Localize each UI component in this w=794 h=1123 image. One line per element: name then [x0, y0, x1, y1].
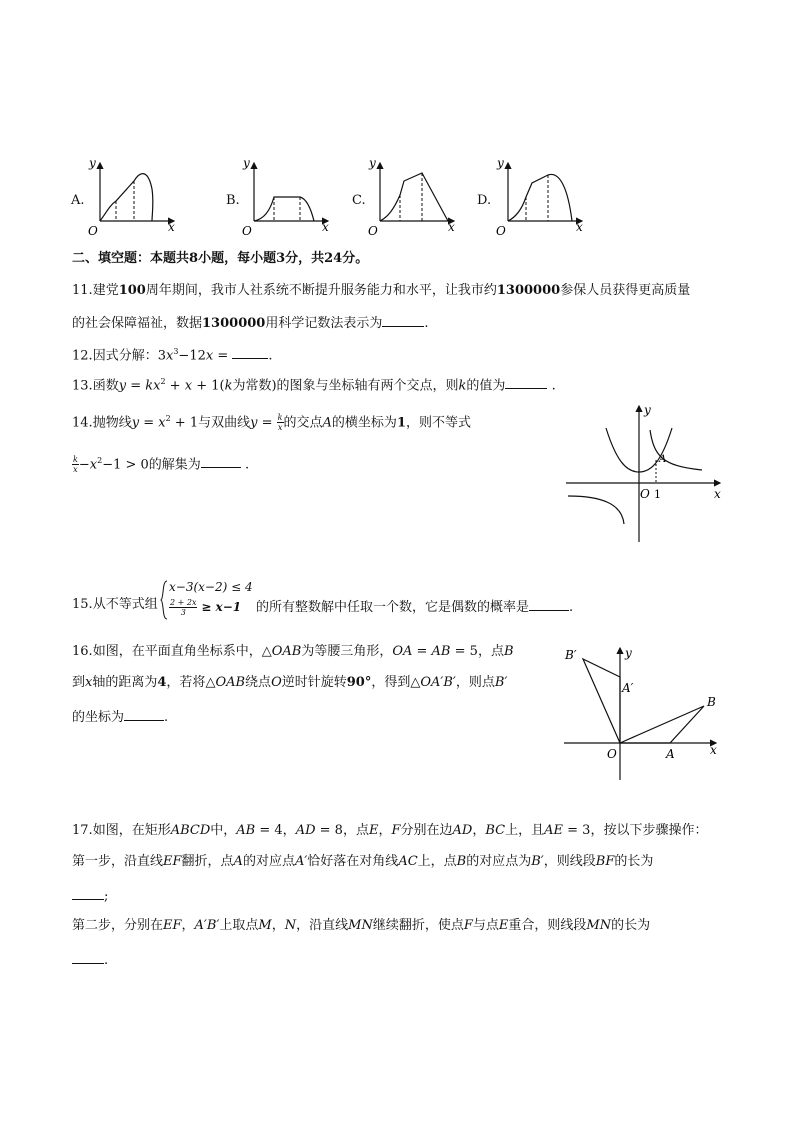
q14-line2: $\frac{k}{x}$ $-x^2-1 > 0$的解集为 .	[73, 455, 250, 475]
q14-text-c: 的交点	[283, 415, 323, 431]
q15-line	[72, 596, 158, 614]
q12-answer-blank[interactable]	[232, 344, 268, 359]
q17-ab: = 4	[259, 823, 283, 838]
q17-step1e: 上，点	[417, 854, 457, 869]
q12-text: 因式分解：	[92, 348, 158, 364]
q17-step1f: 的对应点为	[466, 854, 532, 869]
q14-answer-blank[interactable]	[201, 453, 241, 468]
q14-line1: 14.抛物线$y = x^2 + 1$与双曲线y = $\frac{k}{x}$ 的交点A的横坐标为1，则不等式	[72, 413, 471, 433]
q11-text-c: 参保人员获得更高质量	[560, 283, 691, 298]
option-a-y: y	[89, 156, 96, 170]
q16-number: 16.	[72, 644, 93, 659]
q17-step2a: 第二步，分别在	[72, 918, 164, 933]
q17-step1d: 恰好落在对角线	[307, 854, 399, 869]
q17-step2g: 的长为	[611, 918, 651, 933]
q17-line1: 17.如图，在矩形ABCD中，AB = 4，AD = 8，点E，F分别在边AD，BC上，且AE = 3，按以下步骤操作：	[72, 823, 708, 838]
option-b-y: y	[243, 156, 250, 170]
q16-deg: 90°	[346, 675, 372, 690]
q16-figure	[560, 640, 730, 782]
q17-step2e: 与点	[472, 918, 499, 933]
q14-fig-a: A	[659, 454, 667, 465]
q11-number: 11.	[72, 283, 93, 298]
section-count: 8	[189, 251, 199, 266]
q14-text-f: 的解集为	[148, 457, 201, 473]
q16-line1: 16.如图，在平面直角坐标系中，△OAB为等腰三角形，OA = AB = 5，点B	[72, 644, 514, 659]
q12-coef: 3	[157, 348, 166, 364]
q13-line: 13.函数$y = kx^2 + x + 1(k$为常数)的图象与坐标轴有两个交点，则k的值为 .	[72, 373, 556, 395]
q16-text-c: ，点	[477, 644, 504, 659]
q11-line2	[72, 312, 429, 333]
q16-text-b: 为等腰三角形，	[301, 644, 393, 659]
q17-answer-blank-2[interactable]	[72, 949, 104, 964]
section-total: 24	[324, 251, 343, 266]
q17-text-b: 中，	[210, 823, 237, 838]
option-a-label: A.	[71, 193, 85, 208]
q16-fig-b: B	[707, 695, 716, 709]
option-a-x: x	[168, 220, 175, 234]
q11-text-b: 周年期间，我市人社系统不断提升服务能力和水平，让我市约	[145, 283, 497, 298]
q16-fig-a: A	[666, 747, 675, 761]
section-heading	[72, 250, 368, 268]
q15-number: 15.	[72, 597, 93, 612]
q15-line-rest	[256, 596, 573, 617]
q16-l2g: ，则点	[455, 675, 495, 690]
q13-end: .	[551, 378, 556, 394]
q17-step1h: 的长为	[614, 854, 654, 869]
q17-semi: ;	[104, 889, 109, 904]
option-c-origin: O	[368, 224, 378, 237]
q13-text-a: 函数	[92, 378, 119, 394]
option-b-label: B.	[226, 193, 240, 208]
q14-fig-one: 1	[654, 488, 661, 501]
q16-answer-blank[interactable]	[124, 706, 164, 721]
q15-ineq-2-rest: ≥ x−1	[201, 600, 242, 614]
q14-fig-o: O	[640, 487, 650, 501]
q11-line1	[72, 282, 690, 300]
q15-ineq-2	[169, 598, 241, 617]
q14-end: .	[244, 457, 250, 473]
q14-text-e: ，则不等式	[405, 415, 471, 431]
q17-ae: = 3	[567, 823, 591, 838]
option-b-graph	[240, 155, 336, 237]
q16-fig-x: x	[710, 743, 717, 757]
option-graphs	[0, 150, 794, 240]
q11-num-c: 1300000	[202, 316, 266, 331]
q17-answer-blank-1[interactable]	[72, 885, 104, 900]
section-heading-c: 分，共	[285, 251, 325, 266]
q16-l2a: 到	[72, 675, 86, 690]
q17-text-d: 分别在边	[400, 823, 453, 838]
q12-number: 12.	[72, 348, 93, 364]
q16-l2f: ，得到	[371, 675, 411, 690]
q11-end: .	[424, 316, 429, 331]
q17-text-c: ，点	[342, 823, 369, 838]
q17-step1a: 第一步，沿直线	[72, 854, 164, 869]
q11-answer-blank[interactable]	[382, 312, 424, 327]
section-heading-a: 二、填空题：本题共	[72, 251, 190, 266]
q16-four: 4	[157, 675, 167, 690]
q16-l2d: 绕点	[245, 675, 272, 690]
option-b-x: x	[322, 220, 329, 234]
q11-text-d: 的社会保障福祉，数据	[72, 316, 203, 331]
q16-l3: 的坐标为	[72, 710, 125, 725]
q17-line4: 第二步，分别在EF，A′B′上取点M，N，沿直线MN继续翻折，使点F与点E重合，则线段MN的长为	[72, 918, 651, 933]
q11-text-e: 用科学记数法表示为	[265, 316, 383, 331]
q14-frac-k-x: $\frac{k}{x}$	[277, 413, 283, 433]
q12-line: 12.因式分解：$3x^3-12x$ = .	[72, 343, 273, 365]
q15-system	[160, 580, 260, 620]
option-d-label: D.	[477, 193, 492, 208]
q12-coef-b: −12	[178, 348, 206, 364]
q14-number: 14.	[72, 415, 93, 431]
q17-step1g: ，则线段	[543, 854, 596, 869]
q16-l2e: 逆时针旋转	[281, 675, 347, 690]
q14-text-b: 与双曲线	[198, 415, 251, 431]
q16-fig-bp: B′	[565, 648, 577, 662]
q17-step1b: 翻折，点	[181, 854, 234, 869]
q11-text-a: 建党	[92, 283, 119, 298]
q16-l2b: 轴的距离为	[92, 675, 158, 690]
q16-text-a: 如图，在平面直角坐标系中，	[92, 644, 262, 659]
option-d-y: y	[497, 156, 504, 170]
q14-text-d: 的横坐标为	[331, 415, 397, 431]
option-c-x: x	[448, 220, 455, 234]
q14-text-a: 抛物线	[92, 415, 132, 431]
q16-fig-y: y	[625, 646, 632, 660]
option-d-graph	[494, 155, 590, 237]
q17-text-a: 如图，在矩形	[92, 823, 171, 838]
q14-figure	[562, 400, 728, 546]
section-heading-d: 分。	[342, 251, 369, 266]
q15-ineq-1: x−3(x−2) ≤ 4	[169, 580, 253, 594]
q17-step2b: 上取点	[219, 918, 259, 933]
q12-end: .	[268, 348, 273, 364]
q16-fig-ap: A′	[622, 681, 634, 695]
q13-text-b: 为常数)的图象与坐标轴有两个交点，则	[232, 378, 459, 394]
q13-number: 13.	[72, 378, 93, 394]
q17-step2f: 重合，则线段	[508, 918, 587, 933]
q15-answer-blank[interactable]	[529, 596, 569, 611]
q11-num-a: 100	[118, 283, 146, 298]
q15-frac-den: 3	[180, 608, 186, 617]
q16-tri: △	[261, 644, 272, 659]
q11-num-b: 1300000	[496, 283, 561, 298]
q14-one: 1	[396, 415, 406, 431]
q16-fig-o: O	[607, 747, 617, 761]
q17-text-e: 上，且	[505, 823, 545, 838]
q13-answer-blank[interactable]	[505, 374, 547, 389]
q17-line2: 第一步，沿直线EF翻折，点A的对应点A′恰好落在对角线AC上，点B的对应点为B′，则线段BF的长为	[72, 854, 654, 869]
q17-text-f: ，按以下步骤操作：	[590, 823, 708, 838]
option-b-origin: O	[242, 224, 252, 237]
option-c-y: y	[369, 156, 376, 170]
q17-step2d: 继续翻折，使点	[372, 918, 464, 933]
q15-text-a: 从不等式组	[92, 597, 158, 612]
q14-frac-k-x-2: $\frac{k}{x}$	[73, 455, 78, 475]
q15-end: .	[569, 600, 574, 615]
q16-l2c: ，若将	[166, 675, 206, 690]
q16-end: .	[164, 710, 169, 725]
option-c-graph	[366, 155, 462, 237]
q17-line5	[72, 949, 108, 970]
option-a-origin: O	[88, 224, 98, 237]
option-a-graph	[86, 155, 182, 237]
q15-frac-num: 2 + 2x	[170, 598, 197, 607]
q17-step2c: ，沿直线	[296, 918, 349, 933]
q16-eq: = 5	[454, 644, 478, 659]
q14-fig-x: x	[714, 487, 721, 501]
option-d-origin: O	[496, 224, 506, 237]
q16-line2: 到x轴的距离为4，若将△OAB绕点O逆时针旋转90°，得到△OA′B′，则点B′	[72, 675, 508, 690]
q14-fig-y: y	[644, 403, 651, 417]
q16-line3	[72, 706, 168, 727]
option-c-label: C.	[352, 193, 366, 208]
section-points: 3	[276, 251, 286, 266]
q17-number: 17.	[72, 823, 93, 838]
section-heading-b: 小题，每小题	[198, 251, 277, 266]
q17-end: .	[104, 953, 109, 968]
option-d-x: x	[576, 220, 583, 234]
q17-step1c: 的对应点	[242, 854, 295, 869]
q15-text-b: 的所有整数解中任取一个数，它是偶数的概率是	[256, 600, 530, 615]
q17-ad: = 8	[319, 823, 343, 838]
q13-text-c: 的值为	[466, 378, 506, 394]
q17-line3	[72, 885, 108, 906]
